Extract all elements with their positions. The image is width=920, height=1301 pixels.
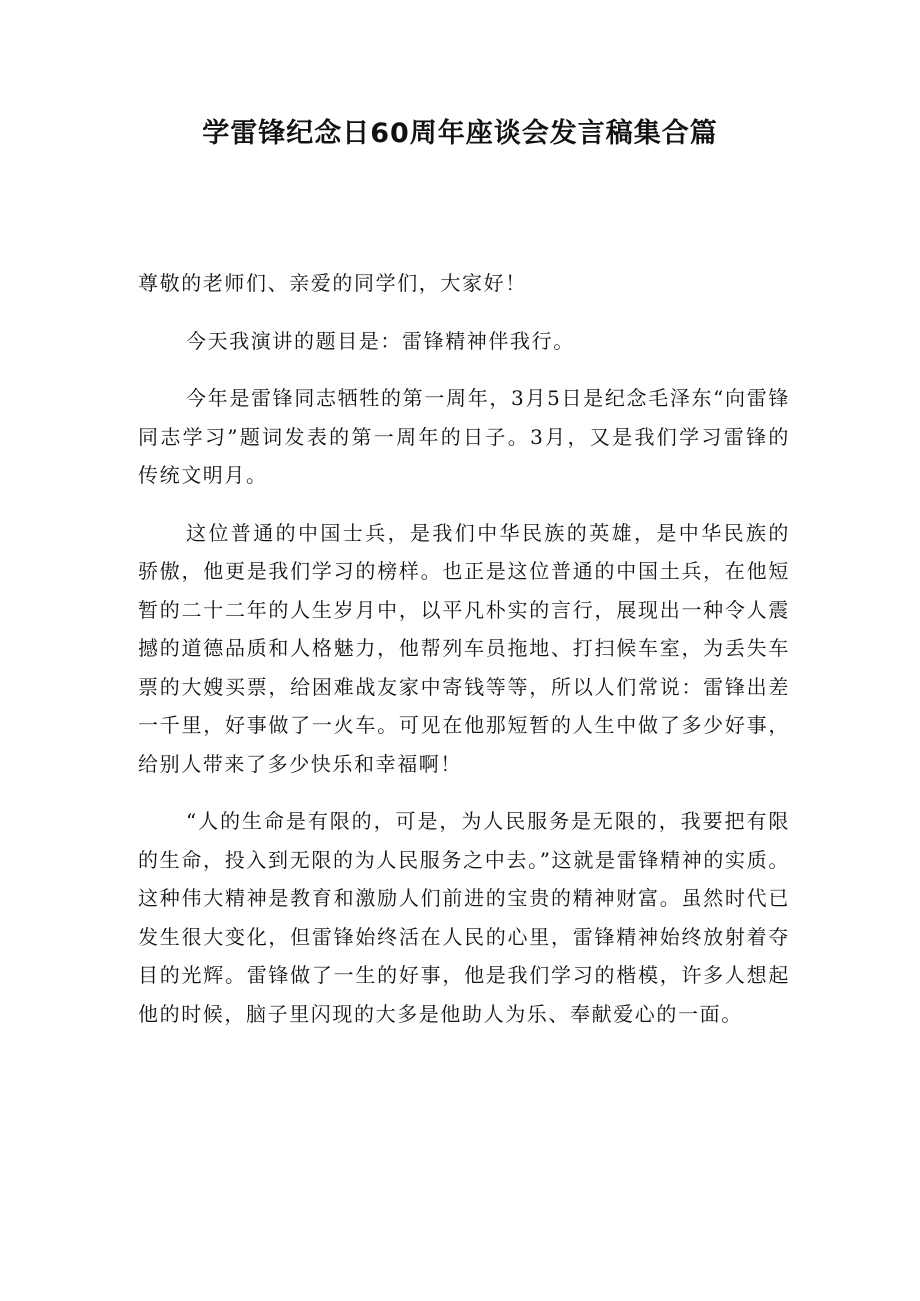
spirit-paragraph: “人的生命是有限的，可是，为人民服务是无限的，我要把有限的生命，投入到无限的为人民服务之中去。”这就是雷锋精神的实质。这种伟大精神是教育和激励人们前进的宝贵的精神财富。虽然时代已发生很大变化，但雷锋始终活在人民的心里，雷锋精神始终放射着夺目的光辉。雷锋做了一生的好事，他是我们学习的楷模，许多人想起他的时候，脑子里闪现的大多是他助人为乐、奉献爱心的一面。 (138, 809, 790, 1026)
greeting-paragraph: 尊敬的老师们、亲爱的同学们，大家好！ (138, 271, 527, 295)
soldier-paragraph: 这位普通的中国士兵，是我们中华民族的英雄，是中华民族的骄傲，他更是我们学习的榜样。也正是这位普通的中国土兵，在他短暂的二十二年的人生岁月中，以平凡朴实的言行，展现出一种令人震撼的道德品质和人格魅力，他帮列车员拖地、打扫候车室，为丢失车票的大嫂买票，给困难战友家中寄钱等等，所以人们常说：雷锋出差一千里，好事做了一火车。可见在他那短暂的人生中做了多少好事，给别人带来了多少快乐和幸福啊！ (138, 520, 790, 776)
document-title: 学雷锋纪念日60周年座谈会发言稿集合篇 (202, 118, 718, 149)
anniversary-paragraph: 今年是雷锋同志牺牲的第一周年，3月5日是纪念毛泽东“向雷锋同志学习”题词发表的第一周年的日子。3月，又是我们学习雷锋的传统文明月。 (138, 386, 790, 487)
topic-paragraph: 今天我演讲的题目是：雷锋精神伴我行。 (186, 328, 575, 353)
document-body (138, 264, 790, 1052)
